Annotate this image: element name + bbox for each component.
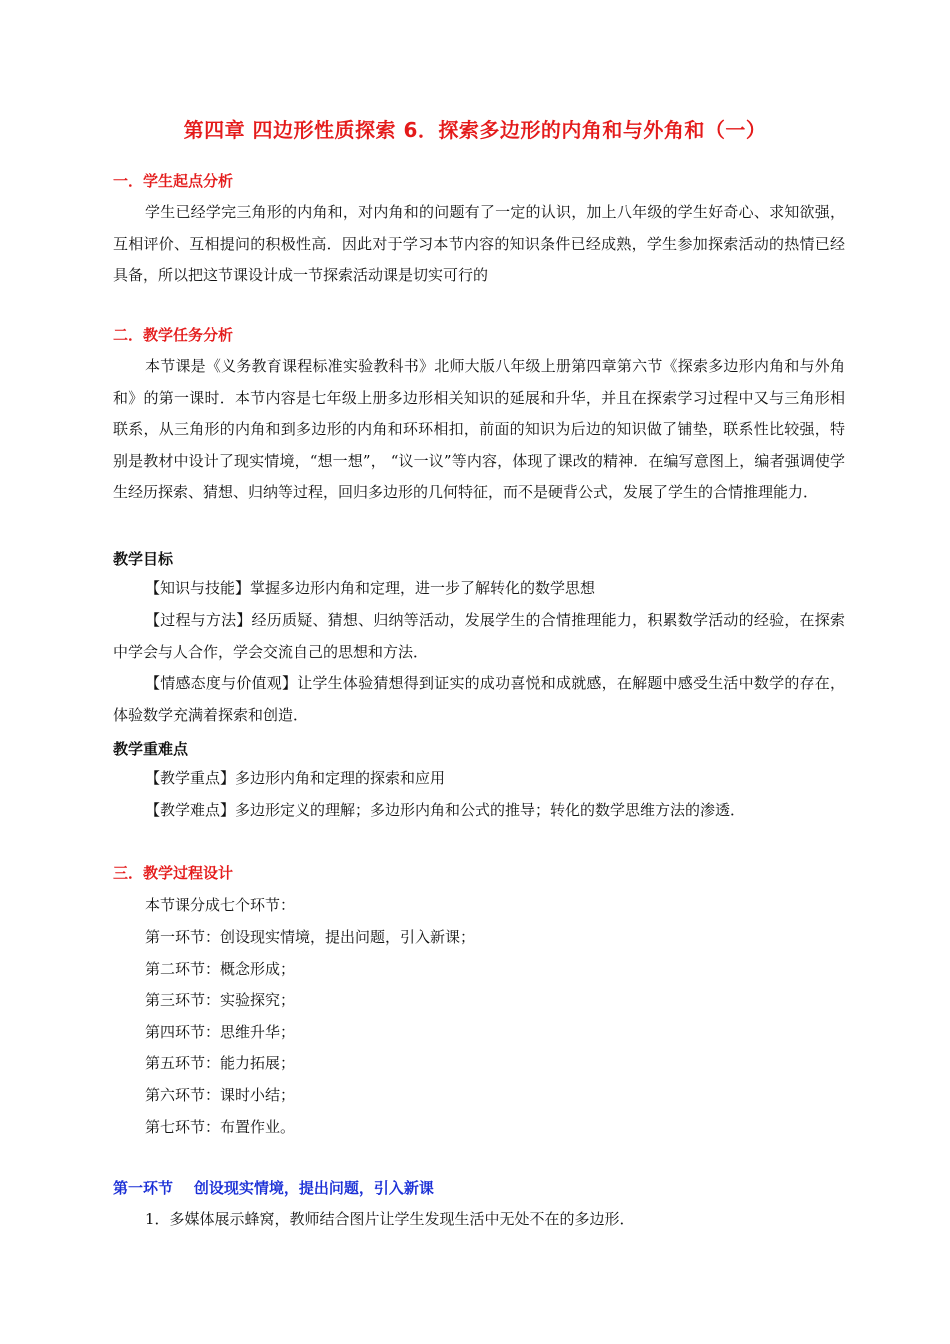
- process-intro: 本节课分成七个环节：: [145, 896, 296, 914]
- section-heading-process-design: 三．教学过程设计: [113, 864, 234, 882]
- process-step: 第七环节：布置作业。: [145, 1118, 296, 1136]
- process-step: 第二环节：概念形成；: [145, 960, 296, 978]
- heading-key-difficult-points: 教学重难点: [113, 740, 189, 758]
- key-point: 【教学重点】多边形内角和定理的探索和应用: [145, 769, 446, 787]
- process-step: 第四环节：思维升华；: [145, 1023, 296, 1041]
- goal-process-methods: 【过程与方法】经历质疑、猜想、归纳等活动，发展学生的合情推理能力，积累数学活动的经验，在探索中学会与人合作，学会交流自己的思想和方法．: [113, 611, 845, 661]
- process-step: 第五环节：能力拓展；: [145, 1054, 296, 1072]
- process-step: 第一环节：创设现实情境，提出问题，引入新课；: [145, 928, 476, 946]
- heading-teaching-goals: 教学目标: [113, 550, 174, 568]
- section-heading-task-analysis: 二．教学任务分析: [113, 326, 234, 344]
- process-step: 第六环节：课时小结；: [145, 1086, 296, 1104]
- step1-heading: 第一环节 创设现实情境，提出问题，引入新课: [113, 1179, 434, 1197]
- step1-item: 1．多媒体展示蜂窝，教师结合图片让学生发现生活中无处不在的多边形．: [145, 1210, 635, 1228]
- goal-knowledge-skills: 【知识与技能】掌握多边形内角和定理，进一步了解转化的数学思想: [145, 579, 596, 597]
- paragraph-student-analysis: 学生已经学完三角形的内角和，对内角和的问题有了一定的认识，加上八年级的学生好奇心、求知欲强，互相评价、互相提问的积极性高．因此对于学习本节内容的知识条件已经成熟，学生参加探索活动的热情已经具备，所以把这节课设计成一节探索活动课是切实可行的: [113, 203, 845, 284]
- difficult-point: 【教学难点】多边形定义的理解；多边形内角和公式的推导；转化的数学思维方法的渗透．: [145, 801, 746, 819]
- goal-emotion-values: 【情感态度与价值观】让学生体验猜想得到证实的成功喜悦和成就感，在解题中感受生活中数学的存在，体验数学充满着探索和创造．: [113, 674, 845, 724]
- process-step: 第三环节：实验探究；: [145, 991, 296, 1009]
- section-heading-student-analysis: 一．学生起点分析: [113, 172, 234, 190]
- paragraph-task-analysis: 本节课是《义务教育课程标准实验教科书》北师大版八年级上册第四章第六节《探索多边形内角和与外角和》的第一课时．本节内容是七年级上册多边形相关知识的延展和升华，并且在探索学习过程中又与三角形相联系，从三角形的内角和到多边形的内角和环环相扣，前面的知识为后边的知识做了铺垫，联系性比较强，特别是教材中设计了现实情境，“想一想”， “议一议”等内容，体现了课改的精神．在编写意图上，编者强调使学生经历探索、猜想、归纳等过程，回归多边形的几何特征，而不是硬背公式，发展了学生的合情推理能力．: [113, 357, 845, 501]
- document-title: 第四章 四边形性质探索 6．探索多边形的内角和与外角和（一）: [183, 118, 767, 142]
